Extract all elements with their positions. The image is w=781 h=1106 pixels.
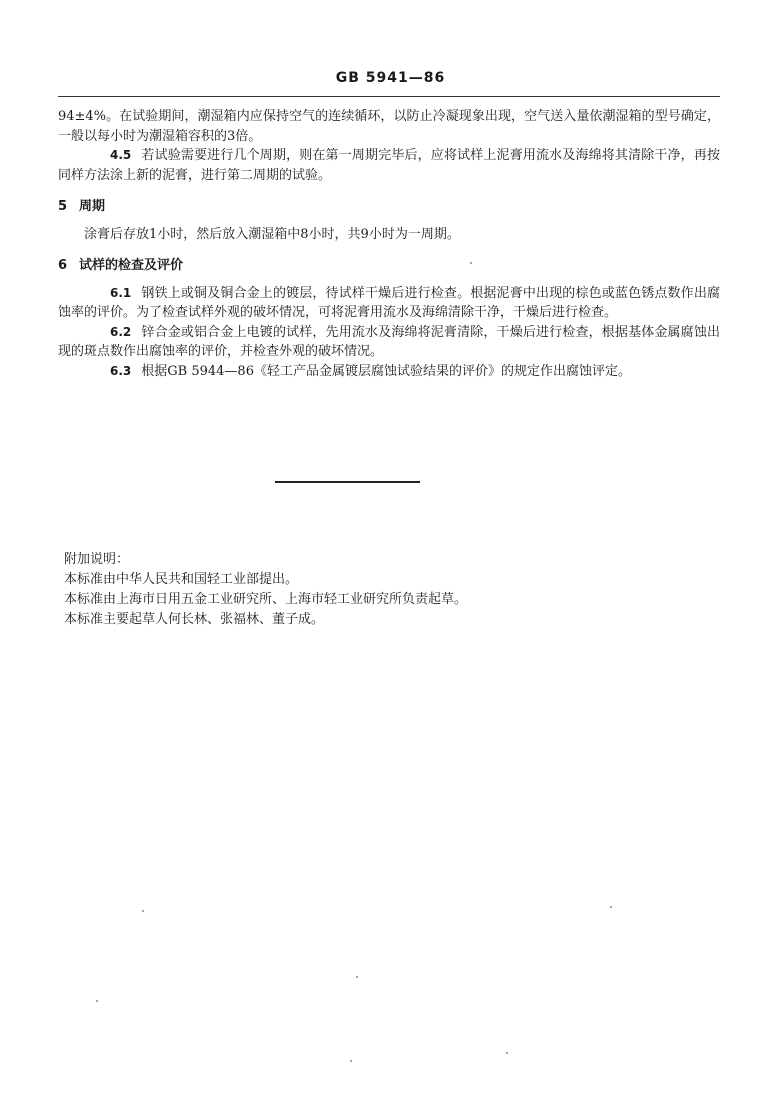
scan-speck xyxy=(356,976,358,978)
clause-text: 钢铁上或铜及铜合金上的镀层，待试样干燥后进行检查。根据泥膏中出现的棕色或蓝色锈点数作出腐蚀率的评价。为了检查试样外观的破坏情况，可将泥膏用流水及海绵清除干净，干燥后进行检查。 xyxy=(58,285,720,320)
clause-text: 若试验需要进行几个周期，则在第一周期完毕后，应将试样上泥膏用流水及海绵将其清除干净，再按同样方法涂上新的泥膏，进行第二周期的试验。 xyxy=(58,148,720,183)
section-5-heading xyxy=(58,197,720,217)
scan-speck xyxy=(142,910,144,912)
document-body xyxy=(58,107,720,381)
clause-number: 6.2 xyxy=(110,324,132,339)
clause-text: 根据GB 5944—86《轻工产品金属镀层腐蚀试验结果的评价》的规定作出腐蚀评定。 xyxy=(141,363,631,379)
section-6-heading xyxy=(58,256,720,276)
scan-speck xyxy=(610,906,612,908)
clause-6-2 xyxy=(58,323,720,362)
clause-6-3 xyxy=(58,362,720,382)
continued-paragraph: 94±4%。在试验期间，潮湿箱内应保持空气的连续循环，以防止冷凝现象出现，空气送入量依潮湿箱的型号确定，一般以每小时为潮湿箱容积的3倍。 xyxy=(58,109,720,144)
scan-speck xyxy=(96,1000,98,1002)
clause-text: 锌合金或铝合金上电镀的试样，先用流水及海绵将泥膏清除，干燥后进行检查，根据基体金属腐蚀出现的斑点数作出腐蚀率的评价，并检查外观的破坏情况。 xyxy=(58,324,720,359)
notes-title: 附加说明： xyxy=(64,552,130,567)
additional-notes xyxy=(64,550,704,630)
scan-speck xyxy=(506,1052,508,1054)
notes-line: 本标准由中华人民共和国轻工业部提出。 xyxy=(64,572,299,587)
section-title: 周期 xyxy=(79,199,106,214)
standard-code-header: GB 5941—86 xyxy=(335,70,446,86)
clause-6-1 xyxy=(58,284,720,323)
scan-speck xyxy=(470,262,472,264)
clause-number: 6.1 xyxy=(110,285,132,300)
section-number: 5 xyxy=(58,199,68,214)
notes-line: 本标准主要起草人何长林、张福林、董子成。 xyxy=(64,612,325,627)
header-rule xyxy=(58,96,720,97)
clause-4-5 xyxy=(58,146,720,185)
section-5-text: 涂膏后存放1小时，然后放入潮湿箱中8小时，共9小时为一周期。 xyxy=(84,226,460,242)
notes-line: 本标准由上海市日用五金工业研究所、上海市轻工业研究所负责起草。 xyxy=(64,592,468,607)
section-number: 6 xyxy=(58,258,68,273)
scan-speck xyxy=(350,1060,352,1062)
clause-number: 6.3 xyxy=(110,363,132,378)
section-title: 试样的检查及评价 xyxy=(79,258,184,273)
end-of-text-rule xyxy=(275,481,420,483)
clause-number: 4.5 xyxy=(110,148,132,162)
